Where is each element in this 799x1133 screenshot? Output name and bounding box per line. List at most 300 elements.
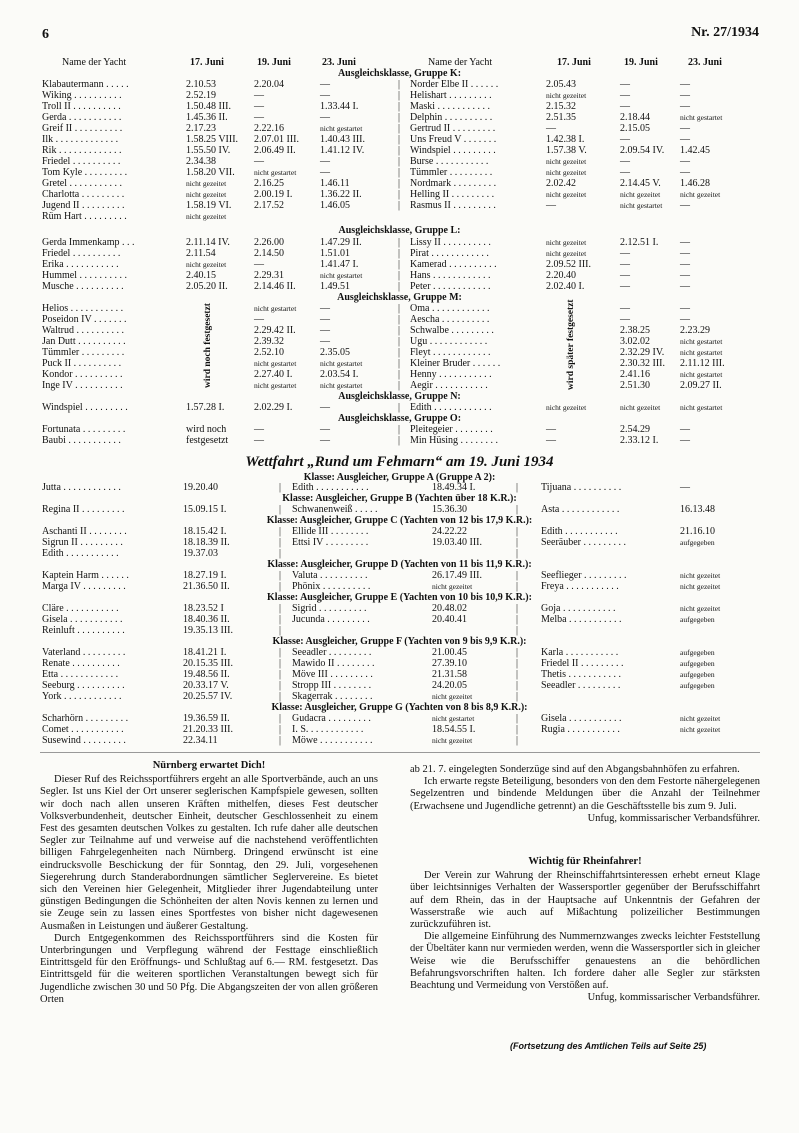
yacht-name: Goja . . . . . . . . . . .	[541, 603, 616, 614]
yacht-name: Helishart . . . . . . . . .	[410, 90, 492, 101]
table-row	[0, 211, 799, 222]
yacht-name: Pleitegeier . . . . . . . .	[410, 424, 493, 435]
result-cell: —	[254, 424, 264, 435]
column-separator: |	[398, 90, 401, 101]
column-separator: |	[516, 504, 519, 515]
race-time: nicht gezeitet	[432, 692, 473, 701]
header-date2-right: 19. Juni	[624, 57, 658, 68]
table-row	[0, 314, 799, 325]
result-cell: —	[620, 259, 630, 270]
header-date1-right: 17. Juni	[557, 57, 591, 68]
result-cell: nicht gezeitet	[186, 212, 227, 221]
yacht-name: Aescha . . . . . . . . . .	[410, 314, 490, 325]
race-time: nicht gezeitet	[432, 582, 473, 591]
yacht-name: Uns Freud V . . . . . . .	[410, 134, 497, 145]
result-cell: 2.38.25	[620, 325, 650, 336]
column-separator: |	[516, 526, 519, 537]
column-separator: |	[279, 735, 282, 746]
result-cell: 1.50.48 III.	[186, 101, 231, 112]
race-group-heading: Klasse: Ausgleicher, Gruppe E (Yachten von 10 bis 10,9 K.R.):	[267, 592, 532, 603]
race-row	[0, 691, 799, 702]
table-row	[0, 248, 799, 259]
result-cell: 2.02.29 I.	[254, 402, 293, 413]
race-time: 18.40.36 II.	[183, 614, 230, 625]
table-row	[0, 347, 799, 358]
result-cell: —	[620, 248, 630, 259]
result-cell: 1.55.50 IV.	[186, 145, 231, 156]
table-row	[0, 435, 799, 446]
header-date1-left: 17. Juni	[190, 57, 224, 68]
result-cell: festgesetzt	[186, 435, 229, 446]
column-separator: |	[398, 281, 401, 292]
race-time: 19.35.13 III.	[183, 625, 233, 636]
result-cell: —	[254, 259, 264, 270]
result-cell: —	[620, 314, 630, 325]
result-cell: 2.41.16	[620, 369, 650, 380]
result-cell: 2.23.29	[680, 325, 710, 336]
yacht-name: Jutta . . . . . . . . . . . .	[42, 482, 121, 493]
race-time: 19.20.40	[183, 482, 218, 493]
yacht-name: Etta . . . . . . . . . . . .	[42, 669, 119, 680]
yacht-name: Karla . . . . . . . . . . .	[541, 647, 619, 658]
race-time: 21.16.10	[680, 526, 715, 537]
race-row	[0, 482, 799, 493]
result-cell: —	[320, 336, 330, 347]
yacht-name: Stropp III . . . . . . . .	[292, 680, 372, 691]
column-separator: |	[398, 79, 401, 90]
result-cell: 2.26.00	[254, 237, 284, 248]
race-row	[0, 735, 799, 746]
result-cell: —	[620, 156, 630, 167]
race-time: nicht gezeitet	[680, 571, 721, 580]
yacht-name: Helling II . . . . . . . . .	[410, 189, 495, 200]
column-separator: |	[398, 237, 401, 248]
section-group-m: Ausgleichsklasse, Gruppe M:	[337, 292, 462, 303]
table-row	[0, 200, 799, 211]
race-time: 21.31.58	[432, 669, 467, 680]
yacht-name: Lissy II . . . . . . . . . .	[410, 237, 491, 248]
yacht-name: Musche . . . . . . . . . .	[42, 281, 124, 292]
result-cell: nicht gestartet	[680, 348, 723, 357]
result-cell: 2.14.45 V.	[620, 178, 661, 189]
yacht-name: Scharhörn . . . . . . . . .	[42, 713, 129, 724]
result-cell: —	[620, 79, 630, 90]
yacht-name: Ugu . . . . . . . . . . . .	[410, 336, 488, 347]
result-cell: 2.00.19 I.	[254, 189, 293, 200]
table-row	[0, 79, 799, 90]
yacht-name: Poseidon IV . . . . . . .	[42, 314, 127, 325]
race-time: 27.39.10	[432, 658, 467, 669]
result-cell: nicht gezeitet	[546, 91, 587, 100]
yacht-name: Gretel . . . . . . . . . . .	[42, 178, 122, 189]
result-cell: —	[320, 90, 330, 101]
table-row	[0, 237, 799, 248]
yacht-name: Renate . . . . . . . . . .	[42, 658, 120, 669]
column-separator: |	[279, 724, 282, 735]
result-cell: 2.11.14 IV.	[186, 237, 230, 248]
result-cell: —	[680, 237, 690, 248]
header-date2-left: 19. Juni	[257, 57, 291, 68]
yacht-name: Skagerrak . . . . . . . .	[292, 691, 373, 702]
result-cell: 1.49.51	[320, 281, 350, 292]
yacht-name: Edith . . . . . . . . . . . .	[410, 402, 492, 413]
result-cell: nicht gezeitet	[680, 190, 721, 199]
result-cell: nicht gezeitet	[186, 190, 227, 199]
result-cell: nicht gestartet	[254, 381, 297, 390]
result-cell: 2.33.12 I.	[620, 435, 659, 446]
column-separator: |	[398, 178, 401, 189]
result-cell: nicht gezeitet	[546, 403, 587, 412]
yacht-name: Edith . . . . . . . . . . .	[42, 548, 119, 559]
race-row	[0, 570, 799, 581]
yacht-name: York . . . . . . . . . . . .	[42, 691, 122, 702]
race-row	[0, 537, 799, 548]
divider	[40, 752, 760, 753]
race-time: 15.09.15 I.	[183, 504, 227, 515]
yacht-name: Henny . . . . . . . . . . .	[410, 369, 492, 380]
result-cell: 2.17.52	[254, 200, 284, 211]
yacht-name: Möwe . . . . . . . . . . .	[292, 735, 373, 746]
result-cell: —	[680, 156, 690, 167]
column-separator: |	[516, 581, 519, 592]
yacht-name: Rüm Hart . . . . . . . . .	[42, 211, 127, 222]
result-cell: 1.57.38 V.	[546, 145, 587, 156]
result-cell: —	[546, 200, 556, 211]
yacht-name: Min Hüsing . . . . . . . .	[410, 435, 499, 446]
race-time: 19.03.40 III.	[432, 537, 482, 548]
article-paragraph: Ich erwarte regste Beteiligung, besonders von den dem Festorte nähergelegenen Segelzentren und bindende Meldungen über die Anzahl der Teilnehmer (Erwachsene und Jugendliche getrennt) an die Geschäftsstelle bis zum 9. Juli.	[410, 776, 760, 812]
yacht-name: Rasmus II . . . . . . . . .	[410, 200, 496, 211]
result-cell: nicht gestartet	[680, 370, 723, 379]
yacht-name: Seeadler . . . . . . . . .	[292, 647, 372, 658]
result-cell: —	[680, 123, 690, 134]
article-nuernberg-continued	[410, 764, 760, 825]
yacht-name: Sigrun II . . . . . . . . .	[42, 537, 123, 548]
yacht-name: Phönix . . . . . . . . . .	[292, 581, 371, 592]
result-cell: nicht gestartet	[320, 359, 363, 368]
yacht-name: Susewind . . . . . . . . .	[42, 735, 126, 746]
yacht-name: Jucunda . . . . . . . . .	[292, 614, 370, 625]
result-cell: 2.09.27 II.	[680, 380, 722, 391]
race-group-heading: Klasse: Ausgleicher, Gruppe A (Gruppe A 2):	[303, 472, 496, 483]
yacht-name: Friedel II . . . . . . . . .	[541, 658, 624, 669]
column-separator: |	[279, 570, 282, 581]
race-time: aufgegeben	[680, 538, 715, 547]
result-cell: nicht gezeitet	[620, 190, 661, 199]
race-time: nicht gezeitet	[680, 714, 721, 723]
column-separator: |	[398, 424, 401, 435]
column-separator: |	[516, 658, 519, 669]
result-cell: nicht gezeitet	[620, 403, 661, 412]
table-row	[0, 325, 799, 336]
result-cell: —	[254, 90, 264, 101]
yacht-name: Greif II . . . . . . . . . .	[42, 123, 123, 134]
article-rheinfahrer	[410, 856, 760, 1004]
yacht-name: Fortunata . . . . . . . . .	[42, 424, 126, 435]
result-cell: nicht gezeitet	[546, 190, 587, 199]
result-cell: 2.15.32	[546, 101, 576, 112]
race-time: 19.36.59 II.	[183, 713, 230, 724]
column-separator: |	[279, 680, 282, 691]
yacht-name: Hans . . . . . . . . . . . .	[410, 270, 491, 281]
race-row	[0, 658, 799, 669]
column-separator: |	[516, 570, 519, 581]
result-cell: —	[680, 167, 690, 178]
result-cell: 2.11.54	[186, 248, 216, 259]
yacht-name: Reinluft . . . . . . . . . .	[42, 625, 125, 636]
result-cell: —	[320, 435, 330, 446]
result-cell: nicht gestartet	[320, 381, 363, 390]
table-row	[0, 178, 799, 189]
result-cell: —	[320, 424, 330, 435]
result-cell: —	[546, 435, 556, 446]
result-cell: —	[254, 435, 264, 446]
result-cell: 2.06.49 II.	[254, 145, 296, 156]
column-separator: |	[279, 669, 282, 680]
vertical-note-left: wird noch festgesetzt	[203, 303, 213, 388]
race-row	[0, 680, 799, 691]
yacht-name: Melba . . . . . . . . . . .	[541, 614, 622, 625]
race-time: 22.34.11	[183, 735, 218, 746]
column-separator: |	[398, 347, 401, 358]
yacht-name: Seeräuber . . . . . . . . .	[541, 537, 626, 548]
result-cell: nicht gezeitet	[186, 260, 227, 269]
race-row	[0, 713, 799, 724]
yacht-name: Puck II . . . . . . . . . .	[42, 358, 122, 369]
yacht-name: Ilk . . . . . . . . . . . . .	[42, 134, 119, 145]
result-cell: 2.30.32 III.	[620, 358, 665, 369]
result-cell: 2.15.05	[620, 123, 650, 134]
result-cell: 2.39.32	[254, 336, 284, 347]
footer-note: (Fortsetzung des Amtlichen Teils auf Seite 25)	[510, 1041, 707, 1051]
result-cell: —	[620, 134, 630, 145]
yacht-name: Gertrud II . . . . . . . . .	[410, 123, 496, 134]
yacht-name: Gerda . . . . . . . . . . .	[42, 112, 122, 123]
result-cell: —	[254, 101, 264, 112]
header-name-right: Name der Yacht	[428, 57, 493, 68]
result-cell: nicht gestartet	[320, 124, 363, 133]
section-group-n: Ausgleichsklasse, Gruppe N:	[338, 391, 461, 402]
result-cell: nicht gezeitet	[546, 157, 587, 166]
race-time: 18.15.42 I.	[183, 526, 227, 537]
table-row	[0, 369, 799, 380]
column-separator: |	[398, 303, 401, 314]
yacht-name: Edith . . . . . . . . . . .	[292, 482, 369, 493]
column-separator: |	[279, 625, 282, 636]
table-row	[0, 402, 799, 413]
result-cell: 1.47.29 II.	[320, 237, 362, 248]
result-cell: 2.51.30	[620, 380, 650, 391]
column-separator: |	[398, 336, 401, 347]
result-cell: 2.51.35	[546, 112, 576, 123]
column-separator: |	[398, 134, 401, 145]
column-separator: |	[516, 735, 519, 746]
table-row	[0, 303, 799, 314]
yacht-name: Tom Kyle . . . . . . . . .	[42, 167, 128, 178]
race-row	[0, 504, 799, 515]
result-cell: —	[620, 167, 630, 178]
result-cell: —	[680, 303, 690, 314]
result-cell: 1.58.19 VI.	[186, 200, 232, 211]
result-cell: —	[620, 90, 630, 101]
result-cell: 1.33.44 I.	[320, 101, 359, 112]
article-paragraph: Die allgemeine Einführung des Nummernzwanges zwecks leichter Feststellung der Übeltäter kann nur vermieden werden, wenn die Wassersportler sich in gleicher Weise wie die Berufsschiffer genauestens an die behördlichen Befahrungsvorschriften halten. Ich fordere daher alle Segler zur stärksten Beachtung und Vermeidung von Verstößen auf.	[410, 931, 760, 992]
result-cell: —	[680, 424, 690, 435]
result-cell: nicht gestartet	[320, 271, 363, 280]
result-cell: —	[546, 123, 556, 134]
race-row	[0, 526, 799, 537]
result-cell: —	[680, 248, 690, 259]
yacht-name: Friedel . . . . . . . . . .	[42, 156, 121, 167]
race-row	[0, 603, 799, 614]
header-date3-right: 23. Juni	[688, 57, 722, 68]
race-time: aufgegeben	[680, 670, 715, 679]
result-cell: 2.11.12 III.	[680, 358, 725, 369]
column-separator: |	[398, 369, 401, 380]
yacht-name: Kondor . . . . . . . . . .	[42, 369, 123, 380]
result-cell: —	[320, 79, 330, 90]
race-time: nicht gezeitet	[680, 582, 721, 591]
result-cell: 2.40.15	[186, 270, 216, 281]
yacht-name: Aschanti II . . . . . . . .	[42, 526, 127, 537]
table-row	[0, 189, 799, 200]
result-cell: —	[320, 402, 330, 413]
column-separator: |	[398, 435, 401, 446]
race-group-heading: Klasse: Ausgleicher, Gruppe D (Yachten von 11 bis 11,9 K.R.):	[267, 559, 532, 570]
race-row	[0, 548, 799, 559]
yacht-name: Ettsi IV . . . . . . . . .	[292, 537, 369, 548]
race-time: 24.22.22	[432, 526, 467, 537]
result-cell: 1.42.45	[680, 145, 710, 156]
race-time: 18.49.34 I.	[432, 482, 476, 493]
race-row	[0, 625, 799, 636]
race-row	[0, 647, 799, 658]
result-cell: nicht gestartet	[254, 359, 297, 368]
race-time: 21.00.45	[432, 647, 467, 658]
race-group-heading: Klasse: Ausgleicher, Gruppe F (Yachten von 9 bis 9,9 K.R.):	[272, 636, 527, 647]
race-row	[0, 669, 799, 680]
result-cell: nicht gestartet	[680, 337, 723, 346]
column-separator: |	[398, 189, 401, 200]
column-separator: |	[516, 614, 519, 625]
column-separator: |	[279, 713, 282, 724]
yacht-name: Kaptein Harm . . . . . .	[42, 570, 129, 581]
yacht-name: Gisela . . . . . . . . . . .	[42, 614, 123, 625]
yacht-name: Tümmler . . . . . . . . .	[410, 167, 493, 178]
yacht-name: Sigrid . . . . . . . . . .	[292, 603, 367, 614]
race-time: 26.17.49 III.	[432, 570, 482, 581]
result-cell: 2.05.20 II.	[186, 281, 228, 292]
result-cell: —	[254, 314, 264, 325]
yacht-name: Seeadler . . . . . . . . .	[541, 680, 621, 691]
result-cell: 1.46.11	[320, 178, 350, 189]
section-group-k: Ausgleichsklasse, Gruppe K:	[337, 68, 462, 79]
table-row	[0, 90, 799, 101]
race-time: nicht gezeitet	[680, 725, 721, 734]
result-cell: 2.09.54 IV.	[620, 145, 665, 156]
column-separator: |	[516, 724, 519, 735]
result-cell: —	[320, 112, 330, 123]
race-time: 21.20.33 III.	[183, 724, 233, 735]
result-cell: wird noch	[186, 424, 227, 435]
result-cell: 2.52.10	[254, 347, 284, 358]
result-cell: —	[546, 424, 556, 435]
result-cell: —	[620, 101, 630, 112]
column-separator: |	[279, 504, 282, 515]
result-cell: —	[680, 314, 690, 325]
yacht-name: Seeflieger . . . . . . . . .	[541, 570, 627, 581]
column-separator: |	[516, 482, 519, 493]
yacht-name: Jan Dutt . . . . . . . . . .	[42, 336, 126, 347]
table-row	[0, 281, 799, 292]
yacht-name: Aegir . . . . . . . . . . .	[410, 380, 488, 391]
article-paragraph: Dieser Ruf des Reichssportführers ergeht an alle Sportverbände, auch an uns Segler. Ist uns Kiel der Ort unserer seglerischen Kampfspiele gewesen, sollten wir doch nach allen unseren Kräften mithelfen, dieses Fest deutscher Volksverbundenheit, deutscher Einheit, deutscher Geschlossenheit zu einem Fest des gesamten deutschen Volkes zu gestalten. Ich rufe daher alle deutschen Segler zur Teilnahme auf und verweise auf die nachstehend veröffentlichten billigen Fahrgelegenheiten nach Nürnberg. Dringend erwünscht ist eine eindrucksvolle Beschickung der für Sonntag, den 29. Juli, vorgesehenen Siegerehrung durch Standerabordnungen sämtlicher Seglervereine. Es bietet sich den Vereinen hier Gelegenheit, Mitglieder ihrer Jugendabteilung unter günstigen Bedingungen die Schönheiten der alten Novis kennen zu lernen und sie Zeuge sein zu lassen eines Sportfestes von bisher nicht dagewesenen Ausmaßen in Leistungen und äußerer Gestaltung.	[40, 774, 378, 932]
table-row	[0, 270, 799, 281]
column-separator: |	[279, 581, 282, 592]
yacht-name: Cläre . . . . . . . . . . .	[42, 603, 119, 614]
result-cell: 2.34.38	[186, 156, 216, 167]
yacht-name: Thetis . . . . . . . . . . .	[541, 669, 621, 680]
yacht-name: Möve III . . . . . . . . .	[292, 669, 373, 680]
column-separator: |	[516, 669, 519, 680]
result-cell: —	[680, 259, 690, 270]
yacht-name: Troll II . . . . . . . . . .	[42, 101, 121, 112]
yacht-name: Burse . . . . . . . . . . .	[410, 156, 489, 167]
table-row	[0, 259, 799, 270]
section-group-o: Ausgleichsklasse, Gruppe O:	[337, 413, 462, 424]
result-cell: nicht gestartet	[254, 304, 297, 313]
table-row	[0, 336, 799, 347]
result-cell: 1.45.36 II.	[186, 112, 228, 123]
article-paragraph: Der Verein zur Wahrung der Rheinschiffahrtsinteressen erhebt erneut Klage über leichtsinniges Verhalten der Wassersportler gegenüber der Berufsschiffahrt auf dem Rhein, das in der Hauptsache auf Unkenntnis der Gefahren der Wasserstraße wie auch auf Mißachtung polizeilicher Bestimmungen zurückzuführen ist.	[410, 870, 760, 931]
race-time: 20.48.02	[432, 603, 467, 614]
result-cell: 2.14.50	[254, 248, 284, 259]
result-cell: nicht gezeitet	[546, 168, 587, 177]
result-cell: 2.02.42	[546, 178, 576, 189]
column-separator: |	[279, 658, 282, 669]
column-separator: |	[398, 123, 401, 134]
result-cell: nicht gezeitet	[546, 249, 587, 258]
result-cell: —	[680, 281, 690, 292]
result-cell: 2.03.54 I.	[320, 369, 359, 380]
race-time: 19.37.03	[183, 548, 218, 559]
result-cell: 1.36.22 II.	[320, 189, 362, 200]
table-row	[0, 145, 799, 156]
result-cell: 1.41.12 IV.	[320, 145, 365, 156]
result-cell: —	[620, 270, 630, 281]
column-separator: |	[516, 537, 519, 548]
yacht-name: Helios . . . . . . . . . . .	[42, 303, 124, 314]
result-cell: —	[680, 90, 690, 101]
race-time: 20.15.35 III.	[183, 658, 233, 669]
result-cell: 1.40.43 III.	[320, 134, 365, 145]
column-separator: |	[398, 402, 401, 413]
column-separator: |	[398, 314, 401, 325]
result-cell: —	[680, 200, 690, 211]
race-time: 16.13.48	[680, 504, 715, 515]
result-cell: 1.46.28	[680, 178, 710, 189]
yacht-name: Kamerad . . . . . . . . . .	[410, 259, 497, 270]
result-cell: nicht gezeitet	[186, 179, 227, 188]
result-cell: —	[254, 112, 264, 123]
table-row	[0, 156, 799, 167]
race-group-heading: Klasse: Ausgleicher, Gruppe B (Yachten über 18 K.R.):	[282, 493, 517, 504]
result-cell: 2.10.53	[186, 79, 216, 90]
result-cell: —	[680, 134, 690, 145]
race-time: nicht gezeitet	[432, 736, 473, 745]
result-cell: —	[620, 303, 630, 314]
column-separator: |	[398, 358, 401, 369]
